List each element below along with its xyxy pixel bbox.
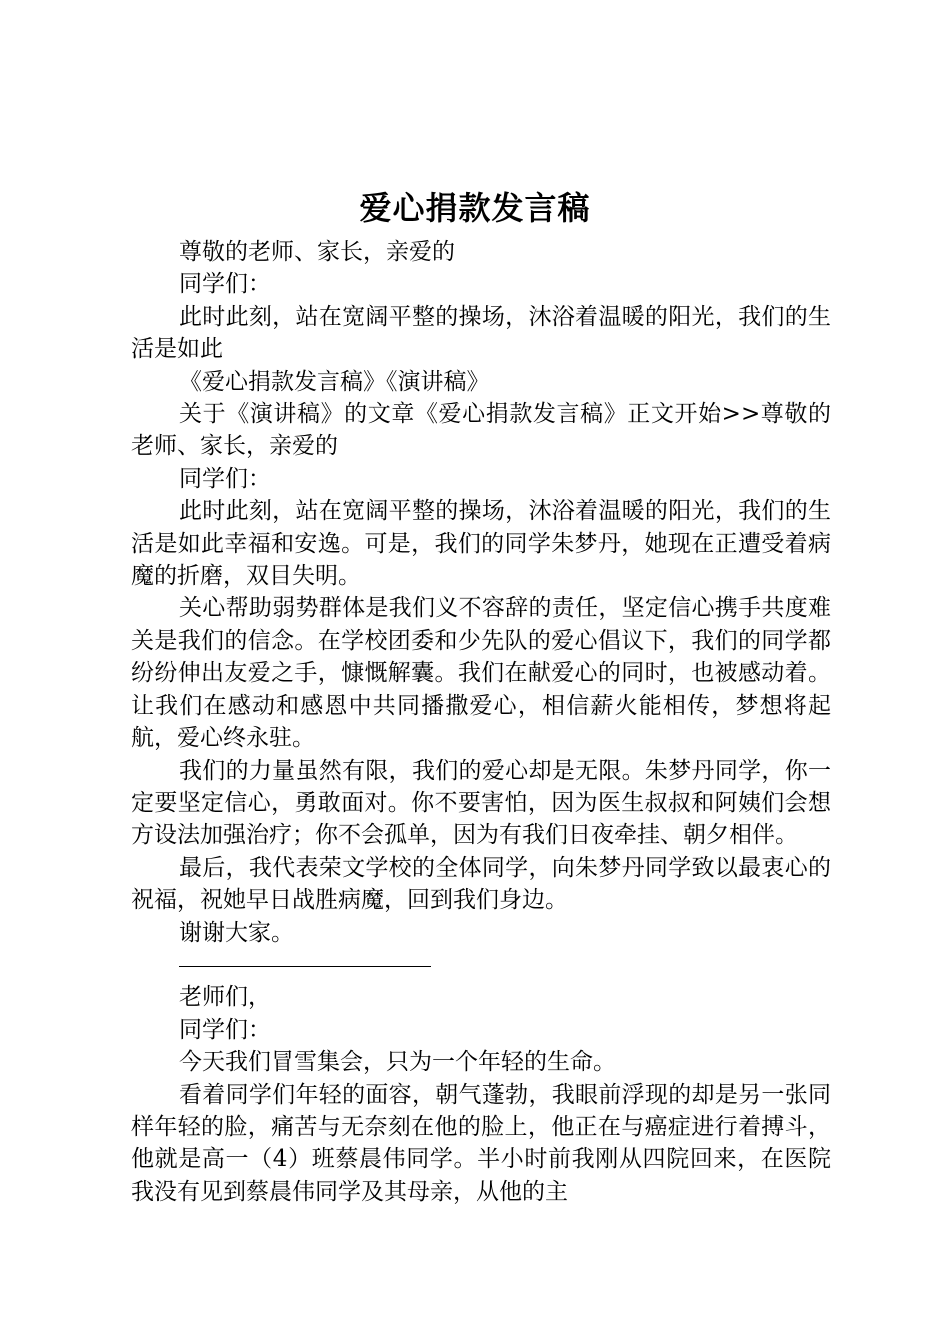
paragraph: 关于《演讲稿》的文章《爱心捐款发言稿》正文开始>>尊敬的老师、家长，亲爱的 xyxy=(131,401,831,460)
paragraph: 同学们： xyxy=(179,271,271,298)
separator-rule xyxy=(179,966,431,967)
paragraph: 我们的力量虽然有限，我们的爱心却是无限。朱梦丹同学，你一定要坚定信心，勇敢面对。你不要害怕，因为医生叔叔和阿姨们会想方设法加强治疗；你不会孤单，因为有我们日夜牵挂、朝夕相伴。 xyxy=(131,757,831,849)
paragraph: 《爱心捐款发言稿》《演讲稿》 xyxy=(179,368,490,395)
paragraph: 此时此刻，站在宽阔平整的操场，沐浴着温暖的阳光，我们的生活是如此幸福和安逸。可是，我们的同学朱梦丹，她现在正遭受着病魔的折磨，双目失明。 xyxy=(131,498,831,590)
paragraph: 谢谢大家。 xyxy=(179,919,294,946)
paragraph: 今天我们冒雪集会，只为一个年轻的生命。 xyxy=(179,1049,616,1076)
paragraph: 关心帮助弱势群体是我们义不容辞的责任，坚定信心携手共度难关是我们的信念。在学校团委和少先队的爱心倡议下，我们的同学都纷纷伸出友爱之手，慷慨解囊。我们在献爱心的同时，也被感动着。让我们在感动和感恩中共同播撒爱心，相信薪火能相传，梦想将起航，爱心终永驻。 xyxy=(131,595,831,752)
paragraph: 同学们： xyxy=(179,1016,271,1043)
separator-line xyxy=(131,949,831,981)
paragraph: 同学们： xyxy=(179,465,271,492)
paragraph: 最后，我代表荣文学校的全体同学，向朱梦丹同学致以最衷心的祝福，祝她早日战胜病魔，回到我们身边。 xyxy=(131,854,831,914)
paragraph: 尊敬的老师、家长，亲爱的 xyxy=(179,239,455,265)
document-body xyxy=(131,236,831,1208)
paragraph: 此时此刻，站在宽阔平整的操场，沐浴着温暖的阳光，我们的生活是如此 xyxy=(131,303,831,363)
paragraph: 老师们， xyxy=(179,984,271,1011)
document-title: 爱心捐款发言稿 xyxy=(359,189,591,227)
paragraph: 看着同学们年轻的面容，朝气蓬勃，我眼前浮现的却是另一张同样年轻的脸，痛苦与无奈刻在他的脸上，他正在与癌症进行着搏斗，他就是高一（4）班蔡晨伟同学。半小时前我刚从四院回来，在医院我没有见到蔡晨伟同学及其母亲，从他的主 xyxy=(131,1081,831,1205)
